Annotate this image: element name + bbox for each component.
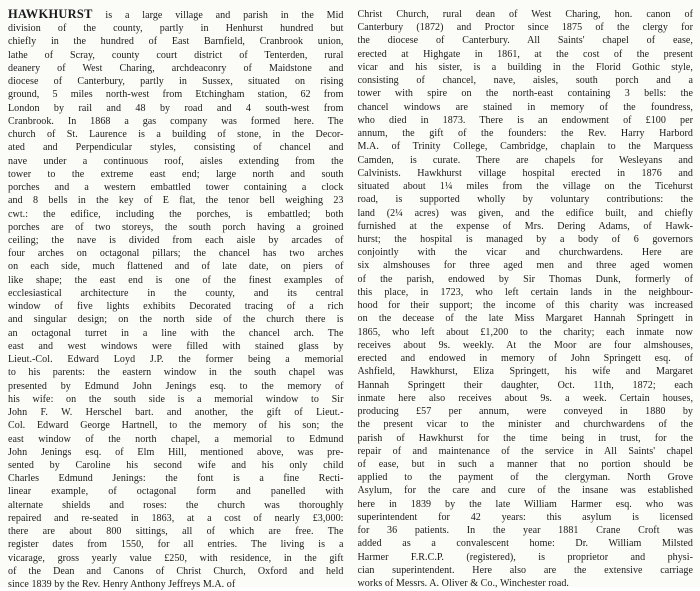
text-line: his wife: on the south side is a memorial window to Sir bbox=[8, 393, 344, 405]
text-line: Lieut.-Col. Edward Loyd J.P. the former being a memorial bbox=[8, 354, 344, 366]
text-line: superintendent for 42 years: this asylum is licensed bbox=[357, 511, 693, 523]
text-line: porches are of two storeys, the south porch having a groined bbox=[8, 221, 344, 233]
text-line: on the decease of the late Miss Margaret Hannah Springett in bbox=[357, 313, 693, 325]
text-line: porches and a western embattled tower containing a clock bbox=[8, 182, 344, 194]
text-line: Calvinists. Hawkhurst village hospital erected in 1876 and bbox=[357, 167, 693, 179]
text-line: John F. W. Herschel bart. and another, the gift of Lieut.- bbox=[8, 407, 344, 419]
text-line: Camden, is curate. There are chapels for Wesleyans and bbox=[357, 154, 693, 166]
text-line: ground, 5 miles north-west from Etchingham station, 62 from bbox=[8, 89, 344, 101]
text-line: east and west windows were filled with stained glass by bbox=[8, 340, 344, 352]
text-line: chiefly in the hundred of East Barnfield, Cranbrook union, bbox=[8, 36, 344, 48]
text-line: cwt.: the edifice, including the porches, is embattled; both bbox=[8, 208, 344, 220]
text-line: deanery of West Charing, archdeaconry of Maidstone and bbox=[8, 62, 344, 74]
text-line: erected and endowed in memory of John Springett esq. of bbox=[357, 353, 693, 365]
text-line bbox=[8, 8, 344, 22]
text-line: cian superintendent. Here also are the extensive carriage bbox=[357, 564, 693, 576]
text-line: ated and Perpendicular styles, consisting of chancel and bbox=[8, 142, 344, 154]
text-line: applied to the payment of the clergyman. North Grove bbox=[357, 472, 693, 484]
text-line: sented by Caroline his second wife and his only child bbox=[8, 459, 344, 471]
text-line: conjointly with the vicar and churchwardens. Here are bbox=[357, 247, 693, 259]
text-line: hurst; the hospital is managed by a body of 6 governors bbox=[357, 233, 693, 245]
text-line: linear example, of octagonal form and panelled with bbox=[8, 486, 344, 498]
text-line: added as a convalescent home: Dr. William Milsted bbox=[357, 538, 693, 550]
text-line: east window of the north chapel, a memorial to Edmund bbox=[8, 433, 344, 445]
text-line: London by rail and 48 by road and 4 south-west from bbox=[8, 102, 344, 114]
text-line: alternate shields and roses: the church was thoroughly bbox=[8, 499, 344, 511]
text-line: Christ Church, rural dean of West Charing, hon. canon of bbox=[357, 9, 693, 20]
text-line: tower to the extreme east end; large north and south bbox=[8, 168, 344, 180]
text-line: presented by Edmund John Jenings esq. to the memory of bbox=[8, 380, 344, 392]
text-line: tower with spire on the north-east containing 3 bells: the bbox=[357, 88, 693, 100]
text-line: register dates from 1550, for all entries. The living is a bbox=[8, 539, 344, 551]
text-line: repaired and re-seated in 1863, at a cost of nearly £3,000: bbox=[8, 512, 344, 524]
text-line: hood for their support; the income of this charity was increased bbox=[357, 300, 693, 312]
text-line: consisting of chancel, nave, aisles, south porch and a bbox=[357, 75, 693, 87]
text-line: division of the county, partly in Henhurst hundred but bbox=[8, 23, 344, 35]
text-line: Ashfield, Hawkhurst, Eliza Springett, his wife and Margaret bbox=[357, 366, 693, 378]
text-line: situated about 1¼ miles from the village on the Ticehurst bbox=[357, 181, 693, 193]
text-line: inmate here also receives about 9s. a week. Certain houses, bbox=[357, 392, 693, 404]
text-line: here in 1839 by the late William Harmer esq. who was bbox=[357, 498, 693, 510]
text-line: of the parish, endowed by Sir Thomas Dunk, formerly of bbox=[357, 273, 693, 285]
text-line: and 8 bells in the key of E flat, the tenor bell weighing 23 bbox=[8, 195, 344, 207]
text-line: Hannah Springett their daughter, Oct. 11th, 1872; each bbox=[357, 379, 693, 391]
headword: HAWKHURST bbox=[8, 8, 93, 21]
text-line: works of Messrs. A. Oliver & Co., Winchester road. bbox=[357, 578, 569, 590]
text-line: lathe of Scray, county court district of Tenterden, rural bbox=[8, 49, 344, 61]
text-line: on each side, much flattened and of late date, on piers of bbox=[8, 261, 344, 273]
text-line: ecclesiastical architecture in the county, and its central bbox=[8, 287, 344, 299]
text-line: like shape; the east end is one of the finest examples of bbox=[8, 274, 344, 286]
text-line: to his parents: the eastern window in the south chapel was bbox=[8, 367, 344, 379]
text-line: Charles Edmund Jenings: the font is a fine Recti- bbox=[8, 473, 344, 485]
text-line: road, is supported wholly by voluntary contributions: the bbox=[357, 194, 693, 206]
text-line: there are about 800 sittings, all of which are free. The bbox=[8, 526, 344, 538]
text-line: the present vicar to the minister and churchwardens of the bbox=[357, 419, 693, 431]
text-line: repair of and maintenance of the service in All Saints' chapel bbox=[357, 445, 693, 457]
text-line: for 36 patients. In the year 1881 Crane Croft was bbox=[357, 525, 693, 537]
text-line: producing £57 per annum, were conveyed in 1880 by bbox=[357, 406, 693, 418]
text-line: 1865, who left about £1,200 to the charity; each inmate now bbox=[357, 326, 693, 338]
text-line: land (2¼ acres) was given, and the edifice built, and chiefly bbox=[357, 207, 693, 219]
text-line: this place, in 1723, who left certain lands in the neighbour- bbox=[357, 286, 693, 298]
text-line: chancel windows are stained in memory of the foundress, bbox=[357, 101, 693, 113]
text-line: diocese of Canterbury, partly in Sussex, situated on rising bbox=[8, 76, 344, 88]
text-line: John Jenings esq. of Elm Hill, mentioned above, was pre- bbox=[8, 446, 344, 458]
text-line: Col. Edward George Hartnell, to the memory of his son; the bbox=[8, 420, 344, 432]
text-line: erected at Highgate in 1861, at the cost of the present bbox=[357, 48, 693, 60]
text-line: receives about 9s. weekly. At the Moor are four almshouses, bbox=[357, 339, 693, 351]
right-column bbox=[357, 8, 694, 590]
text-line: annum, the gift of the founders: the Rev. Harry Harbord bbox=[357, 128, 693, 140]
text-line: Harmer F.R.C.P. (registered), is proprietor and physi- bbox=[357, 551, 693, 563]
entry-opening: is a large village and parish in the Mid bbox=[92, 10, 344, 21]
text-line: church of St. Laurence is a building of stone, in the Decor- bbox=[8, 129, 344, 141]
text-line: who died in 1873. There is an endowment of £100 per bbox=[357, 114, 693, 126]
text-line: M.A. of Trinity College, Cambridge, chaplain to the Marquess bbox=[357, 141, 693, 153]
text-line: vicar and his sister, is a building in the Florid Gothic style, bbox=[357, 61, 693, 73]
text-line: window of five lights exhibits Decorated tracing of a rich bbox=[8, 301, 344, 313]
text-line: Canterbury (1872) and Proctor since 1875 of the clergy for bbox=[357, 22, 693, 34]
left-column bbox=[8, 8, 344, 591]
text-line: Asylum, for the care and cure of the insane was established bbox=[357, 485, 693, 497]
text-line: of the Dean and Canons of Christ Church, Oxford and held bbox=[8, 565, 344, 577]
text-line: parish of Hawkhurst for the time being in trust, for the bbox=[357, 432, 693, 444]
text-line: nave under a continuous roof, aisles extending from the bbox=[8, 155, 344, 167]
text-line: and singular design; on the north side of the church there is bbox=[8, 314, 344, 326]
text-line: Cranbrook. In 1868 a gas company was formed here. The bbox=[8, 115, 344, 127]
text-line: of ease, but in such a manner that no portion should be bbox=[357, 458, 693, 470]
text-line: vicarage, gross yearly value £250, with residence, in the gift bbox=[8, 552, 344, 564]
text-line: six almshouses for three aged men and three aged women bbox=[357, 260, 693, 272]
text-line: furnished at the expense of Mrs. Dering Adams, of Hawk- bbox=[357, 220, 693, 232]
text-line: ceiling; the nave is divided from each aisle by arcades of bbox=[8, 234, 344, 246]
text-line: an octagonal turret in a line with the chancel arch. The bbox=[8, 327, 344, 339]
text-line: four arches on octagonal pillars; the chancel has two arches bbox=[8, 248, 344, 260]
text-line: since 1839 by the Rev. Henry Anthony Jeffreys M.A. of bbox=[8, 579, 236, 591]
text-line: the diocese of Canterbury. All Saints' chapel of ease, bbox=[357, 35, 693, 47]
